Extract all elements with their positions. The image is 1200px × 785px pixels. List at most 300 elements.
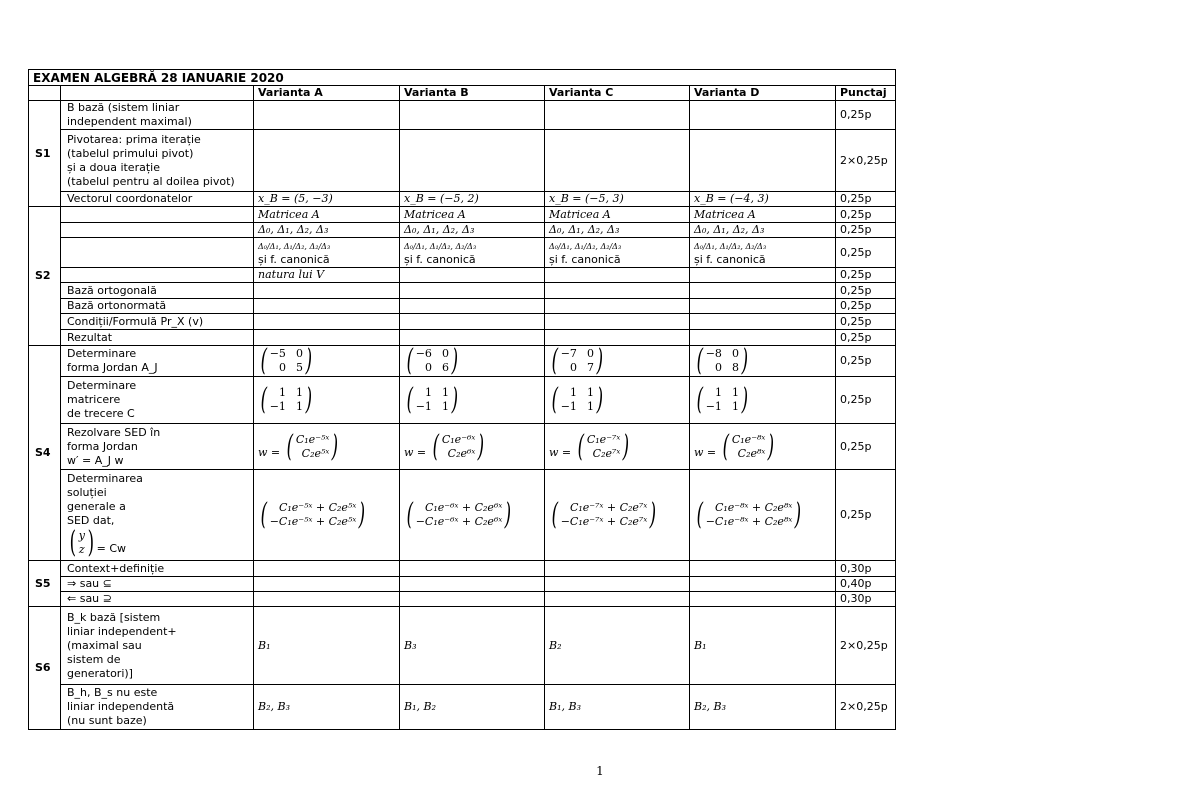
variant-cell [545,223,690,238]
criterion-description [61,592,254,607]
points-cell: 0,25p [836,299,896,314]
variant-cell [400,283,545,299]
matrix-entry: 1 [714,386,722,399]
criterion-description [61,470,254,561]
matrix-entry: 7 [586,361,594,374]
table-row [29,268,896,283]
w-vector [575,428,632,464]
variant-cell [690,238,836,268]
points-cell: 0,25p [836,283,896,299]
page-number: 1 [596,764,604,778]
cell-value: Δ₀, Δ₁, Δ₂, Δ₃ [404,223,475,236]
matrix-grid [561,386,594,414]
variant-cell [545,268,690,283]
variant-cell [400,607,545,685]
matrix-entry: 0 [441,347,449,360]
cell-value: Matricea A [549,207,611,221]
matrix-entry: 1 [295,386,303,399]
variant-cell [545,424,690,470]
criterion-description [61,685,254,730]
matrix-paren: ) [331,428,339,464]
ratio-list: Δ₀/Δ₁, Δ₁/Δ₂, Δ₂/Δ₃ [694,241,767,251]
table-row [29,130,896,192]
matrix-paren: ) [87,525,95,560]
variant-cell [690,346,836,377]
matrix-entry: 1 [441,386,449,399]
points-cell: 0,25p [836,192,896,207]
matrix-paren: ) [794,497,802,532]
cell-value: natura lui V [258,268,325,281]
ratio-list: Δ₀/Δ₁, Δ₁/Δ₂, Δ₂/Δ₃ [404,241,477,251]
canonical-form-label: și f. canonică [258,252,330,266]
w-entry: C₁e⁻⁸ˣ [731,432,766,446]
cell-value: x_B = (−5, 3) [549,192,624,205]
header-empty [61,86,254,101]
cell-value: B₁ [694,638,707,652]
points-cell: 0,25p [836,424,896,470]
yz-entries [79,529,85,557]
header-variant-d: Varianta D [690,86,836,101]
w-vector [430,428,487,464]
table-row [29,238,896,268]
w-entry: C₁e⁻⁵ˣ [295,432,330,446]
variant-cell [545,192,690,207]
matrix-paren: ( [260,345,268,377]
matrix-grid [416,386,449,414]
variant-cell [400,223,545,238]
variant-cell [254,223,400,238]
variant-cell [254,607,400,685]
variant-cell [545,592,690,607]
cell-value: x_B = (5, −3) [258,192,333,205]
criterion-text: Context+definiție [67,561,165,575]
w-label: w = [404,445,427,459]
header-points: Punctaj [836,86,896,101]
variant-cell [400,577,545,592]
variant-cell [254,238,400,268]
matrix-entry: −5 [269,347,286,360]
table-row [29,377,896,424]
criterion-description [61,346,254,377]
criterion-text: B bază (sistem liniar independent maximal) [67,101,192,128]
matrix-grid [416,347,449,375]
vector-entry: y [78,529,85,542]
cell-value: x_B = (−4, 3) [694,192,769,205]
criterion-description [61,101,254,130]
criterion-text: Rezolvare SED în forma Jordan w′ = A_J w [67,425,161,467]
solution-entry: C₁e⁻⁶ˣ + C₂e⁶ˣ [424,501,503,514]
variant-cell [400,377,545,424]
matrix-grid [706,347,739,375]
criterion-description [61,268,254,283]
table-row [29,207,896,223]
variant-cell [545,607,690,685]
criterion-text: Rezultat [67,330,113,344]
cell-value: B₂, B₃ [258,700,290,713]
w-entries [296,433,329,461]
variant-cell [690,192,836,207]
table-row [29,283,896,299]
w-label: w = [258,445,281,459]
criterion-text: Bază ortonormată [67,299,167,312]
points-cell: 0,25p [836,238,896,268]
variant-cell [254,377,400,424]
w-entry: C₁e⁻⁶ˣ [441,432,476,446]
matrix-paren: ) [504,497,512,532]
variant-cell [254,470,400,561]
cell-value: Δ₀, Δ₁, Δ₂, Δ₃ [258,223,329,236]
matrix-entry: −1 [560,400,577,413]
variant-cell [254,346,400,377]
header-empty [29,86,61,101]
variant-cell [400,685,545,730]
points-cell: 0,25p [836,207,896,223]
variant-cell [254,424,400,470]
matrix [404,382,461,417]
variant-cell [400,314,545,330]
variant-cell [254,283,400,299]
variant-cell [254,314,400,330]
matrix-entry: −1 [705,400,722,413]
variant-cell [690,470,836,561]
matrix-paren: ( [260,497,268,532]
variant-cell [690,561,836,577]
criterion-description [61,314,254,330]
matrix-entry: 1 [295,400,303,413]
matrix-paren: ( [406,345,414,377]
points-cell: 0,25p [836,346,896,377]
table-row [29,685,896,730]
criterion-text: Determinarea soluției generale a SED dat, [67,472,143,527]
canonical-form-label: și f. canonică [549,252,621,266]
solution-entries [270,501,357,529]
variant-cell [254,685,400,730]
points-cell: 2×0,25p [836,607,896,685]
matrix-entry: −8 [705,347,722,360]
section-label: S2 [29,207,61,346]
variant-cell [254,561,400,577]
criterion-description [61,130,254,192]
criterion-description [61,577,254,592]
variant-cell [400,561,545,577]
table-row [29,192,896,207]
variant-cell [545,346,690,377]
matrix [258,346,315,376]
variant-cell [690,207,836,223]
matrix-paren: ( [406,497,414,532]
grading-table [28,69,896,730]
criterion-description [61,223,254,238]
equation-rhs: = Cw [96,542,127,555]
solution-entry: C₁e⁻⁵ˣ + C₂e⁵ˣ [278,501,357,514]
w-entry: C₁e⁻⁷ˣ [586,432,621,446]
points-cell: 0,25p [836,314,896,330]
points-cell: 0,25p [836,377,896,424]
criterion-description [61,299,254,314]
variant-cell [690,101,836,130]
cell-value: x_B = (−5, 2) [404,192,479,205]
matrix-paren: ( [551,497,559,532]
solution-entry: −C₁e⁻⁷ˣ + C₂e⁷ˣ [560,515,648,528]
matrix [694,346,751,376]
criterion-text: B_h, B_s nu este liniar independentă (nu sunt baze) [67,686,175,727]
solution-vector [404,497,514,532]
variant-cell [400,101,545,130]
matrix-paren: ( [696,382,704,417]
variant-cell [400,192,545,207]
criterion-description [61,424,254,470]
variant-cell [400,424,545,470]
table-row [29,577,896,592]
solution-entries [416,501,503,529]
variant-cell [254,268,400,283]
table-row [29,346,896,377]
cell-value: B₁ [258,638,271,652]
variant-cell [545,283,690,299]
variant-cell [690,685,836,730]
solution-entry: −C₁e⁻⁵ˣ + C₂e⁵ˣ [269,515,357,528]
w-vector [720,428,777,464]
matrix [549,382,606,417]
cell-value: Matricea A [694,207,756,221]
variant-cell [545,470,690,561]
variant-cell [690,268,836,283]
matrix-paren: ) [358,497,366,532]
solution-entry: −C₁e⁻⁸ˣ + C₂e⁸ˣ [705,515,793,528]
variant-cell [254,207,400,223]
matrix-entry: 0 [278,361,286,374]
matrix-entry: 1 [586,386,594,399]
matrix-paren: ) [622,428,630,464]
criterion-description [61,607,254,685]
variant-cell [254,192,400,207]
table-row [29,299,896,314]
points-cell: 0,30p [836,561,896,577]
ratio-list: Δ₀/Δ₁, Δ₁/Δ₂, Δ₂/Δ₃ [549,241,622,251]
matrix-entry: −1 [269,400,286,413]
variant-cell [690,377,836,424]
criterion-text: ⇒ sau ⊆ [67,577,112,590]
matrix-paren: ( [406,382,414,417]
points-cell: 0,25p [836,223,896,238]
variant-cell [690,577,836,592]
table-row [29,101,896,130]
exam-title: EXAMEN ALGEBRĂ 28 IANUARIE 2020 [29,70,896,86]
points-cell: 0,30p [836,592,896,607]
matrix-paren: ) [305,345,313,377]
variant-cell [545,130,690,192]
points-cell: 0,25p [836,101,896,130]
criterion-description [61,207,254,223]
w-entry: C₂e⁷ˣ [592,446,621,460]
criterion-text: ⇐ sau ⊇ [67,592,112,605]
variant-cell [400,268,545,283]
variant-cell [545,238,690,268]
solution-vector [694,497,804,532]
criterion-text: Vectorul coordonatelor [67,192,193,205]
cell-value: Matricea A [404,207,466,221]
variant-cell [690,299,836,314]
matrix-paren: ( [551,382,559,417]
variant-cell [545,101,690,130]
variant-cell [545,561,690,577]
matrix [694,382,751,417]
points-cell: 0,25p [836,330,896,346]
cell-value: B₃ [404,638,417,652]
criterion-description [61,238,254,268]
criterion-text: Determinare matricere de trecere C [67,379,137,420]
matrix-paren: ) [596,382,604,417]
matrix-entry: 0 [569,361,577,374]
matrix-grid [270,347,303,375]
cell-value: B₂ [549,638,562,652]
matrix-paren: ) [477,428,485,464]
variant-cell [545,207,690,223]
matrix-entry: 1 [569,386,577,399]
variant-cell [690,330,836,346]
matrix-entry: 1 [731,386,739,399]
variant-cell [254,299,400,314]
points-cell: 0,25p [836,470,896,561]
w-entries [732,433,765,461]
w-vector [284,428,341,464]
yz-vector [67,525,97,560]
section-label: S1 [29,101,61,207]
cell-value: B₁, B₃ [549,700,581,713]
matrix-paren: ( [577,428,585,464]
variant-cell [690,223,836,238]
matrix-paren: ) [451,382,459,417]
cell-value: Δ₀, Δ₁, Δ₂, Δ₃ [549,223,620,236]
cell-value: Δ₀, Δ₁, Δ₂, Δ₃ [694,223,765,236]
matrix [258,382,315,417]
variant-cell [400,130,545,192]
matrix-grid [561,347,594,375]
matrix-entry: 0 [731,347,739,360]
criterion-text: Bază ortogonală [67,283,157,297]
table-row [29,561,896,577]
criterion-text: Pivotarea: prima iterație (tabelul primului pivot) și a doua iterație (tabelul pentru al doilea pivot) [67,132,235,188]
header-variant-b: Varianta B [400,86,545,101]
ratio-list: Δ₀/Δ₁, Δ₁/Δ₂, Δ₂/Δ₃ [258,241,331,251]
solution-entry: −C₁e⁻⁶ˣ + C₂e⁶ˣ [415,515,503,528]
points-cell: 2×0,25p [836,130,896,192]
matrix-paren: ( [722,428,730,464]
canonical-form-label: și f. canonică [404,252,476,266]
matrix-paren: ( [432,428,440,464]
matrix-paren: ) [451,345,459,377]
cell-value: B₁, B₂ [404,700,436,713]
header-variant-c: Varianta C [545,86,690,101]
solution-entry: C₁e⁻⁸ˣ + C₂e⁸ˣ [714,501,793,514]
matrix-entry: 1 [278,386,286,399]
variant-cell [400,346,545,377]
solution-entries [561,501,648,529]
criterion-description [61,561,254,577]
solution-entry: C₁e⁻⁷ˣ + C₂e⁷ˣ [569,501,648,514]
matrix-paren: ( [69,525,77,560]
matrix-paren: ) [596,345,604,377]
variant-cell [690,283,836,299]
matrix-entry: 0 [714,361,722,374]
matrix-paren: ) [305,382,313,417]
header-row [29,86,896,101]
points-cell: 0,25p [836,268,896,283]
variant-cell [690,424,836,470]
w-entry: C₂e⁵ˣ [301,446,330,460]
criterion-text: B_k bază [sistem liniar independent+ (maximal sau sistem de generatori)] [67,610,177,680]
variant-cell [690,592,836,607]
variant-cell [690,607,836,685]
solution-vector [549,497,659,532]
w-entry: C₂e⁶ˣ [447,446,476,460]
canonical-form-label: și f. canonică [694,252,766,266]
matrix-entry: −1 [415,400,432,413]
variant-cell [690,314,836,330]
w-entry: C₂e⁸ˣ [737,446,766,460]
matrix [549,346,606,376]
criterion-description [61,283,254,299]
variant-cell [254,592,400,607]
variant-cell [400,470,545,561]
matrix-entry: 5 [295,361,303,374]
matrix-grid [270,386,303,414]
matrix-paren: ( [260,382,268,417]
vector-entry: z [78,543,85,556]
criterion-description [61,330,254,346]
matrix-entry: −7 [560,347,577,360]
variant-cell [254,130,400,192]
variant-cell [400,592,545,607]
criterion-description [61,192,254,207]
matrix-paren: ) [741,345,749,377]
matrix-entry: 8 [731,361,739,374]
table-row [29,470,896,561]
cell-value: Matricea A [258,207,320,221]
w-label: w = [549,445,572,459]
matrix-entry: 1 [731,400,739,413]
table-row [29,223,896,238]
variant-cell [545,577,690,592]
points-cell: 0,40p [836,577,896,592]
matrix-grid [706,386,739,414]
cell-value: B₂, B₃ [694,700,726,713]
criterion-text: Condiții/Formulă Pr_X (v) [67,314,204,328]
matrix-paren: ( [696,497,704,532]
matrix-paren: ( [696,345,704,377]
variant-cell [400,330,545,346]
section-label: S6 [29,607,61,730]
table-row [29,424,896,470]
w-entries [442,433,475,461]
matrix-entry: 0 [586,347,594,360]
points-cell: 2×0,25p [836,685,896,730]
matrix [404,346,461,376]
variant-cell [545,685,690,730]
criterion-text: Determinare forma Jordan A_J [67,347,158,374]
matrix-entry: 1 [586,400,594,413]
solution-vector [258,497,368,532]
section-label: S5 [29,561,61,607]
variant-cell [545,299,690,314]
w-entries [587,433,620,461]
table-row [29,330,896,346]
matrix-entry: 6 [441,361,449,374]
variant-cell [400,299,545,314]
variant-cell [690,130,836,192]
matrix-entry: −6 [415,347,432,360]
variant-cell [254,577,400,592]
